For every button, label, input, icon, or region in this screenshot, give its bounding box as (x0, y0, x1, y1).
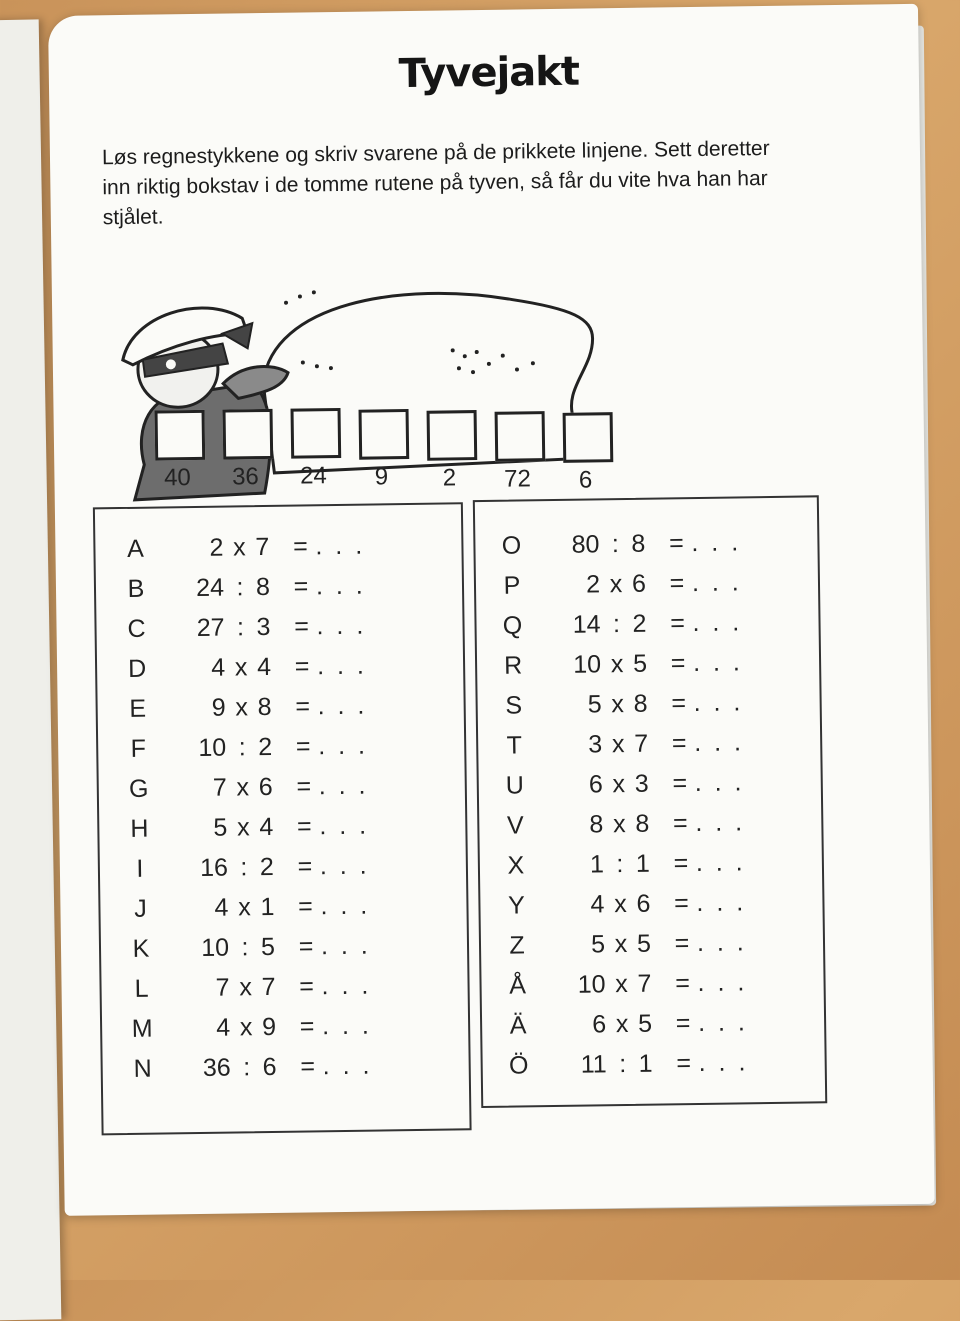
answer-blank[interactable]: . . . (316, 651, 368, 680)
equation-operand-b: 1 (260, 892, 275, 921)
answer-blank[interactable]: . . . (695, 807, 746, 837)
box-number-3: 24 (299, 462, 327, 490)
answer-blank[interactable]: . . . (697, 967, 748, 997)
answer-blank[interactable]: . . . (317, 691, 368, 720)
equation-operator: x (612, 809, 626, 838)
equation-letter: U (505, 770, 525, 800)
answer-blank[interactable]: . . . (321, 971, 372, 1000)
equation-operand-a: 36 (202, 1053, 231, 1082)
equation-operator: : (611, 529, 620, 558)
equation-operator: : (236, 572, 244, 601)
equation-letter: S (505, 690, 523, 720)
equation-equals: = (671, 688, 687, 717)
equation-operand-a: 10 (573, 649, 602, 679)
answer-box-1[interactable] (155, 410, 206, 461)
equation-letter: X (507, 850, 525, 880)
equation-operator: x (615, 969, 629, 998)
equation-operand-b: 5 (636, 929, 652, 958)
equation-row (491, 924, 777, 964)
answer-blank[interactable]: . . . (318, 731, 369, 760)
equation-letter: A (126, 534, 144, 563)
equation-operand-a: 14 (572, 609, 601, 639)
equation-letter: C (127, 614, 146, 643)
equation-equals: = (299, 971, 315, 1001)
equation-equals: = (672, 808, 688, 837)
equation-operand-a: 3 (588, 729, 603, 759)
answer-blank[interactable]: . . . (319, 811, 370, 840)
equation-operator: : (236, 612, 245, 641)
equations-panel-left (93, 502, 472, 1135)
equation-row (489, 764, 775, 804)
equation-equals: = (294, 611, 310, 641)
equation-operand-b: 8 (633, 689, 648, 718)
equation-operand-b: 4 (256, 652, 272, 681)
equations-panel-right (473, 495, 827, 1108)
equation-equals: = (296, 811, 312, 841)
equation-operator: x (614, 889, 627, 918)
answer-blank[interactable]: . . . (692, 607, 743, 637)
answer-blank[interactable]: . . . (695, 847, 746, 877)
equation-letter: Q (502, 610, 523, 640)
equation-operand-a: 8 (589, 809, 604, 839)
answer-box-3[interactable] (291, 408, 342, 459)
equation-operand-a: 5 (590, 929, 606, 959)
equation-row (487, 644, 773, 684)
equation-operand-a: 4 (590, 889, 605, 919)
equation-operator: : (240, 852, 248, 881)
equation-row (487, 684, 773, 724)
equation-equals: = (671, 728, 687, 757)
equation-operator: : (243, 1052, 251, 1081)
instructions-text: Løs regnestykkene og skriv svarene på de prikkete linjene. Sett deretter inn riktig bokstav i de tomme rutene på tyven, så får du vite hva han har stjålet. (101, 136, 770, 230)
equation-operand-a: 4 (211, 653, 226, 682)
equation-operand-a: 9 (211, 693, 226, 722)
equation-operand-b: 1 (638, 1049, 653, 1078)
equation-operator: x (239, 972, 253, 1001)
equation-letter: H (130, 814, 149, 843)
equation-operand-a: 24 (195, 573, 225, 602)
equation-letter: P (503, 570, 521, 600)
equation-operator: x (232, 532, 246, 561)
equation-row (110, 607, 396, 647)
equation-row (489, 804, 775, 844)
equation-equals: = (297, 851, 313, 881)
equation-row (116, 1007, 402, 1047)
equation-operand-b: 8 (631, 529, 646, 558)
answer-blank[interactable]: . . . (322, 1051, 373, 1080)
equation-equals: = (673, 848, 689, 877)
equation-equals: = (295, 731, 311, 761)
equation-operand-a: 5 (587, 689, 602, 719)
equation-operator: x (610, 649, 624, 678)
equation-operand-b: 6 (258, 772, 273, 801)
equation-operand-a: 10 (198, 733, 227, 762)
equation-operand-b: 5 (260, 932, 276, 961)
equation-equals: = (297, 891, 313, 921)
equation-operand-b: 3 (634, 769, 649, 798)
box-number-5: 2 (442, 464, 457, 492)
equation-operator: x (235, 692, 249, 721)
equation-operand-a: 10 (201, 933, 230, 962)
equation-letter: J (134, 894, 147, 923)
equation-equals: = (668, 528, 684, 557)
equation-letter: K (132, 934, 150, 963)
equation-equals: = (293, 571, 309, 601)
equation-operand-b: 9 (261, 1012, 277, 1041)
equation-operator: x (238, 892, 251, 921)
equation-operand-b: 7 (637, 969, 652, 998)
answer-box-2[interactable] (223, 409, 274, 460)
equation-operand-a: 1 (589, 849, 605, 879)
answer-blank[interactable]: . . . (696, 887, 747, 917)
equation-row (485, 524, 771, 564)
equation-operand-b: 6 (262, 1052, 277, 1081)
equation-letter: M (131, 1014, 153, 1043)
box-number-1: 40 (163, 464, 191, 492)
equation-letter: L (134, 974, 149, 1003)
equation-operator: x (614, 929, 628, 958)
equation-letter: B (127, 574, 145, 603)
box-number-4: 9 (374, 463, 389, 491)
box-number-6: 72 (503, 465, 532, 493)
equation-row (114, 887, 400, 927)
equation-letter: Z (509, 930, 525, 960)
answer-blank[interactable]: . . . (694, 727, 745, 757)
equation-operand-a: 2 (209, 533, 224, 562)
equation-operator: x (239, 1012, 253, 1041)
equation-operator: : (619, 1049, 627, 1078)
answer-box-5[interactable] (427, 410, 478, 461)
page-title: Tyvejakt (398, 48, 580, 98)
equation-operand-a: 80 (571, 529, 600, 559)
box-number-2: 36 (231, 463, 259, 491)
equation-row (111, 647, 397, 687)
equation-equals: = (670, 608, 686, 637)
answer-box-7[interactable] (563, 412, 614, 463)
equation-row (110, 567, 396, 607)
equation-operator: x (615, 1009, 629, 1038)
equation-operand-b: 7 (634, 729, 649, 758)
equation-operand-b: 5 (637, 1009, 653, 1038)
equation-row (111, 687, 397, 727)
answer-blank[interactable]: . . . (691, 527, 742, 557)
equation-equals: = (294, 651, 310, 681)
answer-blank[interactable]: . . . (316, 611, 367, 640)
equation-letter: N (133, 1054, 152, 1083)
equation-letter: T (506, 730, 523, 760)
equation-equals: = (295, 691, 311, 721)
equation-operand-b: 7 (255, 532, 270, 561)
equation-operand-b: 5 (632, 649, 648, 678)
answer-blank[interactable]: . . . (319, 851, 370, 880)
equation-operand-a: 6 (592, 1009, 607, 1038)
equation-row (113, 807, 399, 847)
answer-blank[interactable]: . . . (697, 1007, 749, 1037)
equation-letter: G (128, 774, 149, 803)
equation-operand-a: 11 (580, 1049, 607, 1079)
equation-operator: : (616, 849, 624, 878)
equation-operand-b: 8 (635, 809, 650, 838)
equation-equals: = (675, 968, 691, 997)
equation-operand-a: 4 (214, 893, 229, 922)
equation-row (492, 1044, 778, 1084)
answer-blank[interactable]: . . . (321, 1011, 373, 1040)
equation-operand-b: 4 (259, 812, 274, 841)
equation-equals: = (298, 931, 314, 961)
equation-letter: R (503, 650, 523, 680)
equation-letter: F (130, 734, 147, 763)
equation-row (486, 604, 772, 644)
answer-blank[interactable]: . . . (698, 1047, 749, 1077)
equation-row (486, 564, 772, 604)
answer-blank[interactable]: . . . (320, 891, 371, 920)
equation-letter: I (136, 854, 144, 883)
equation-operand-a: 7 (215, 973, 230, 1002)
equation-equals: = (669, 568, 685, 597)
answer-blank[interactable]: . . . (693, 687, 744, 717)
answer-blank[interactable]: . . . (691, 567, 742, 597)
equation-operator: x (611, 729, 625, 758)
equation-operator: x (234, 652, 248, 681)
answer-boxes (148, 396, 609, 502)
equation-operator: x (612, 769, 626, 798)
equation-operand-b: 1 (635, 849, 650, 878)
equation-operand-b: 8 (257, 692, 272, 721)
equation-operand-a: 6 (588, 769, 603, 799)
equation-operand-b: 6 (636, 889, 651, 918)
equation-letter: V (506, 810, 524, 840)
answer-blank[interactable]: . . . (318, 771, 369, 800)
equation-letter: E (129, 694, 147, 723)
equation-row (492, 1004, 778, 1044)
equation-operator: : (238, 732, 246, 761)
equation-equals: = (672, 768, 688, 797)
equation-letter: Å (509, 970, 527, 1000)
equation-operand-a: 4 (216, 1013, 231, 1042)
box-number-7: 6 (578, 466, 593, 494)
equation-equals: = (299, 1011, 315, 1041)
equation-operand-a: 7 (212, 773, 227, 802)
equation-row (112, 727, 398, 767)
equation-equals: = (292, 531, 308, 561)
equation-operand-a: 10 (577, 969, 606, 999)
equation-operand-b: 8 (255, 572, 271, 601)
answer-blank[interactable]: . . . (694, 767, 745, 797)
equation-operator: x (236, 812, 250, 841)
equation-operand-a: 27 (196, 613, 225, 642)
equation-letter: D (127, 654, 147, 683)
equation-operator: : (241, 932, 249, 961)
answer-blank[interactable]: . . . (692, 647, 744, 677)
answer-blank[interactable]: . . . (696, 927, 747, 957)
equation-operand-a: 5 (213, 813, 228, 842)
answer-blank[interactable]: . . . (320, 931, 371, 960)
equation-operator: x (236, 772, 250, 801)
equation-operand-b: 3 (256, 612, 271, 641)
equation-row (115, 927, 401, 967)
equation-equals: = (675, 1008, 691, 1037)
equation-row (491, 964, 777, 1004)
equation-operator: x (609, 569, 623, 598)
equation-row (490, 884, 776, 924)
answer-blank[interactable]: . . . (315, 571, 366, 600)
equation-row (115, 967, 401, 1007)
equation-letter: O (501, 530, 522, 560)
equation-operator: x (611, 689, 625, 718)
equation-operand-a: 2 (585, 569, 601, 599)
equation-letter: Y (507, 890, 525, 920)
equation-letter: Ä (509, 1010, 527, 1040)
workbook-page (48, 4, 935, 1216)
equation-row (490, 844, 776, 884)
equation-letter: Ö (508, 1050, 529, 1080)
equation-row (109, 527, 395, 567)
equation-row (116, 1047, 402, 1087)
answer-blank[interactable]: . . . (315, 531, 366, 560)
equation-row (114, 847, 400, 887)
equation-operand-b: 2 (259, 852, 274, 881)
equation-row (488, 724, 774, 764)
equation-operator: : (612, 609, 621, 638)
equation-equals: = (673, 888, 689, 917)
equation-equals: = (670, 648, 686, 677)
equation-equals: = (300, 1051, 316, 1081)
equation-operand-b: 7 (261, 972, 276, 1001)
answer-box-4[interactable] (359, 409, 410, 460)
equation-operand-b: 6 (631, 569, 647, 598)
answer-box-6[interactable] (495, 411, 546, 462)
equation-row (113, 767, 399, 807)
equation-equals: = (674, 928, 690, 957)
equation-operand-b: 2 (632, 609, 647, 638)
equation-operand-a: 16 (199, 853, 229, 882)
equation-equals: = (296, 771, 312, 801)
equation-operand-b: 2 (258, 732, 273, 761)
equation-equals: = (676, 1048, 692, 1077)
